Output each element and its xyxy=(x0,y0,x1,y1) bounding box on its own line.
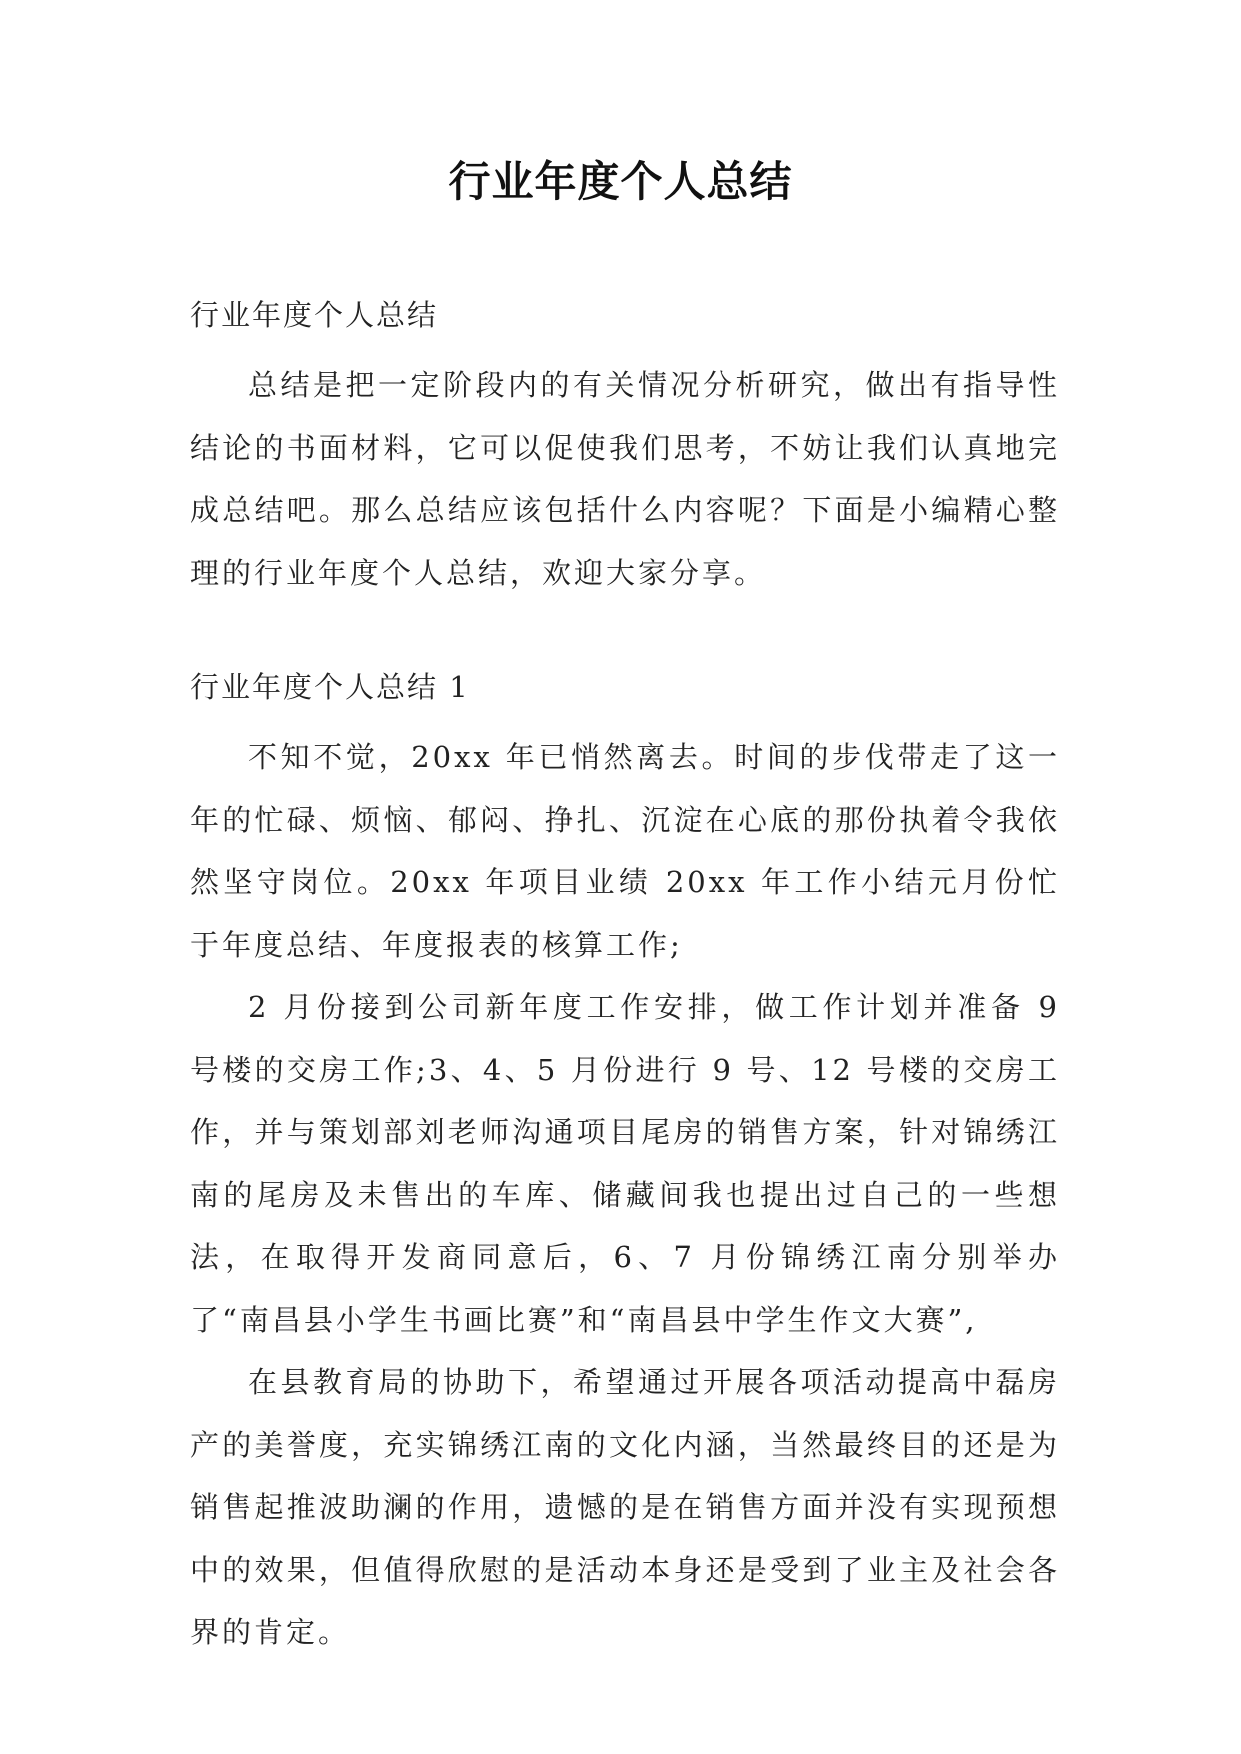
spacer xyxy=(190,712,1060,726)
section-1-paragraph-1: 不知不觉，20xx 年已悄然离去。时间的步伐带走了这一年的忙碌、烦恼、郁闷、挣扎、沉淀在心底的那份执着令我依然坚守岗位。20xx 年项目业绩 20xx 年工作小结元月份忙于年度总结、年度报表的核算工作; xyxy=(190,740,1060,962)
document-title: 行业年度个人总结 xyxy=(448,157,793,206)
section-1-paragraph-2: 2 月份接到公司新年度工作安排，做工作计划并准备 9 号楼的交房工作;3、4、5 月份进行 9 号、12 号楼的交房工作，并与策划部刘老师沟通项目尾房的销售方案，针对锦绣江南的尾房及未售出的车库、储藏间我也提出过自己的一些想法，在取得开发商同意后，6、7 月份锦绣江南分别举办了“南昌县小学生书画比赛”和“南昌县中学生作文大赛”, xyxy=(190,990,1060,1337)
spacer xyxy=(190,340,1060,354)
section-1-paragraph-3: 在县教育局的协助下，希望通过开展各项活动提高中磊房产的美誉度，充实锦绣江南的文化内涵，当然最终目的还是为销售起推波助澜的作用，遗憾的是在销售方面并没有实现预想中的效果，但值得欣慰的是活动本身还是受到了业主及社会各界的肯定。 xyxy=(190,1365,1060,1649)
spacer xyxy=(190,604,1060,662)
section-1-heading: 行业年度个人总结 1 xyxy=(190,670,470,704)
document-body xyxy=(190,290,1060,1664)
intro-heading: 行业年度个人总结 xyxy=(190,298,439,332)
intro-paragraph: 总结是把一定阶段内的有关情况分析研究，做出有指导性结论的书面材料，它可以促使我们思考，不妨让我们认真地完成总结吧。那么总结应该包括什么内容呢？下面是小编精心整理的行业年度个人总结，欢迎大家分享。 xyxy=(190,368,1060,590)
